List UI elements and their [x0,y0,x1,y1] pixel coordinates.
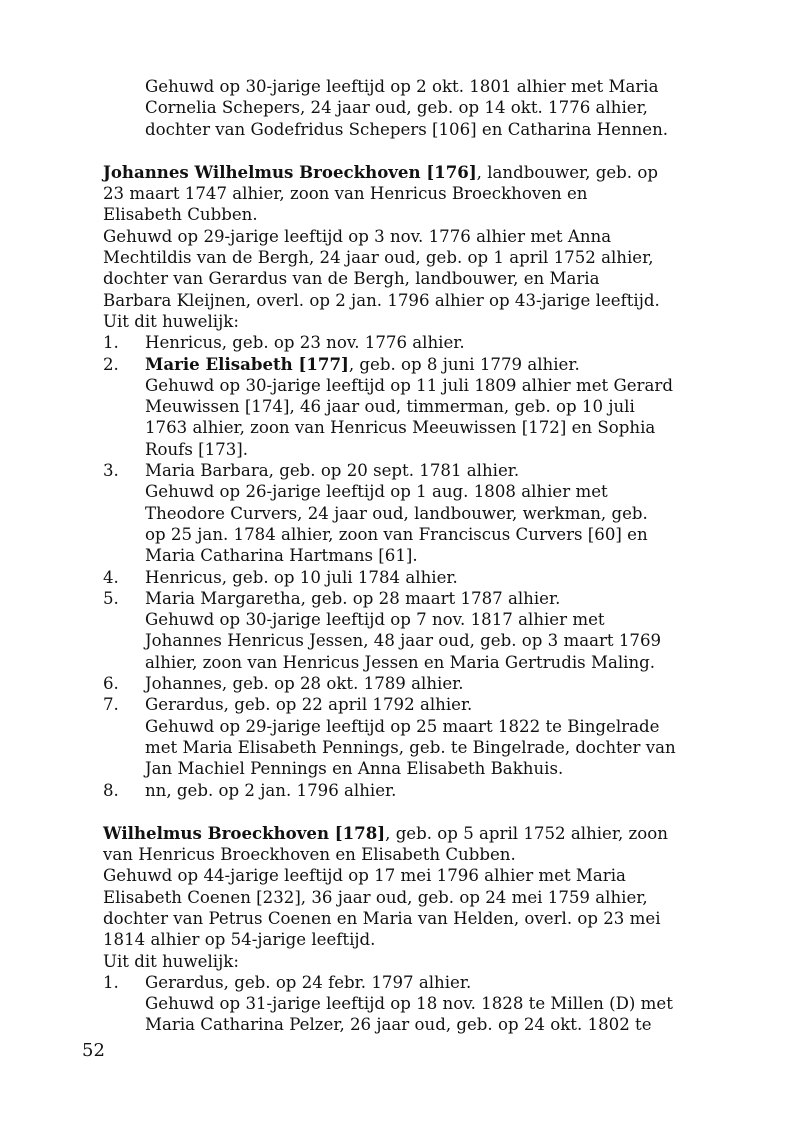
line-text: 23 maart 1747 alhier, zoon van Henricus Broeckhoven en [103,184,588,204]
text-line [103,76,703,97]
text-line [103,396,703,417]
list-number: 5. [103,588,119,608]
list-number: 2. [103,354,119,374]
line-text: Uit dit huwelijk: [103,311,239,331]
document-page [103,76,703,1036]
text-line [103,417,703,438]
person-name: Marie Elisabeth [177] [145,353,349,374]
text-line [103,758,703,779]
line-text: van Henricus Broeckhoven en Elisabeth Cubben. [103,845,516,865]
line-text: Roufs [173]. [145,439,248,459]
list-item [103,332,703,353]
line-text: Maria Catharina Hartmans [61]. [145,546,418,566]
list-number: 1. [103,333,119,353]
list-number: 7. [103,695,119,715]
line-text: Johannes Henricus Jessen, 48 jaar oud, geb. op 3 maart 1769 [145,631,662,651]
list-item [103,780,703,801]
text-line [103,1014,703,1035]
line-text: , geb. op 8 juni 1779 alhier. [348,354,580,374]
text-line [103,481,703,502]
list-item [103,567,703,588]
list-number: 1. [103,972,119,992]
line-text: met Maria Elisabeth Pennings, geb. te Bingelrade, dochter van [145,737,676,757]
line-text: Gehuwd op 26-jarige leeftijd op 1 aug. 1808 alhier met [145,482,608,502]
line-text: Gehuwd op 30-jarige leeftijd op 11 juli 1809 alhier met Gerard [145,375,673,395]
text-line [103,268,703,289]
page-number: 52 [82,1040,105,1061]
text-line [103,908,703,929]
line-text: Johannes, geb. op 28 okt. 1789 alhier. [145,674,464,694]
text-line [103,929,703,950]
text-line [103,503,703,524]
line-text: Gehuwd op 29-jarige leeftijd op 3 nov. 1776 alhier met Anna [103,226,612,246]
line-text: Gehuwd op 31-jarige leeftijd op 18 nov. 1828 te Millen (D) met [145,994,673,1014]
list-item [103,354,703,375]
line-text: Henricus, geb. op 10 juli 1784 alhier. [145,567,458,587]
line-text: alhier, zoon van Henricus Jessen en Maria Gertrudis Maling. [145,652,656,672]
line-text: Jan Machiel Pennings en Anna Elisabeth Bakhuis. [145,759,564,779]
paragraph-gap [103,801,703,823]
text-line [103,226,703,247]
line-text: Maria Margaretha, geb. op 28 maart 1787 alhier. [145,588,561,608]
text-line [103,162,703,183]
line-text: Meuwissen [174], 46 jaar oud, timmerman, geb. op 10 juli [145,397,635,417]
text-line [103,311,703,332]
list-number: 8. [103,780,119,800]
line-text: Mechtildis van de Bergh, 24 jaar oud, geb. op 1 april 1752 alhier, [103,248,654,268]
text-line [103,439,703,460]
text-line [103,609,703,630]
line-text: Elisabeth Coenen [232], 36 jaar oud, geb. op 24 mei 1759 alhier, [103,887,648,907]
list-item [103,588,703,609]
text-line [103,844,703,865]
line-text: , landbouwer, geb. op [476,162,658,182]
line-text: Gehuwd op 44-jarige leeftijd op 17 mei 1796 alhier met Maria [103,866,626,886]
line-text: Cornelia Schepers, 24 jaar oud, geb. op 14 okt. 1776 alhier, [145,98,648,118]
line-text: Gerardus, geb. op 22 april 1792 alhier. [145,695,473,715]
text-line [103,247,703,268]
text-line [103,545,703,566]
list-item [103,460,703,481]
line-text: , geb. op 5 april 1752 alhier, zoon [385,823,668,843]
line-text: Gehuwd op 30-jarige leeftijd op 2 okt. 1801 alhier met Maria [145,77,659,96]
text-line [103,290,703,311]
text-line [103,119,703,140]
line-text: Gerardus, geb. op 24 febr. 1797 alhier. [145,972,472,992]
person-name: Johannes Wilhelmus Broeckhoven [176] [103,161,477,182]
line-text: dochter van Petrus Coenen en Maria van Helden, overl. op 23 mei [103,908,661,928]
person-name: Wilhelmus Broeckhoven [178] [103,822,386,843]
line-text: nn, geb. op 2 jan. 1796 alhier. [145,780,397,800]
line-text: Uit dit huwelijk: [103,951,239,971]
line-text: dochter van Godefridus Schepers [106] en Catharina Hennen. [145,119,669,139]
line-text: 1763 alhier, zoon van Henricus Meeuwissen [172] en Sophia [145,418,656,438]
list-number: 6. [103,674,119,694]
line-text: Gehuwd op 30-jarige leeftijd op 7 nov. 1817 alhier met [145,610,605,630]
text-line [103,716,703,737]
list-number: 4. [103,567,119,587]
text-line [103,823,703,844]
line-text: Gehuwd op 29-jarige leeftijd op 25 maart 1822 te Bingelrade [145,716,660,736]
line-text: Elisabeth Cubben. [103,205,258,225]
text-line [103,652,703,673]
text-line [103,524,703,545]
list-item [103,972,703,993]
list-number: 3. [103,461,119,481]
line-text: Maria Catharina Pelzer, 26 jaar oud, geb. op 24 okt. 1802 te [145,1015,652,1035]
list-item [103,694,703,715]
paragraph-gap [103,140,703,162]
text-line [103,97,703,118]
line-text: 1814 alhier op 54-jarige leeftijd. [103,930,376,950]
text-line [103,993,703,1014]
line-text: Theodore Curvers, 24 jaar oud, landbouwer, werkman, geb. [145,503,648,523]
line-text: Maria Barbara, geb. op 20 sept. 1781 alhier. [145,461,520,481]
line-text: op 25 jan. 1784 alhier, zoon van Franciscus Curvers [60] en [145,524,648,544]
line-text: dochter van Gerardus van de Bergh, landbouwer, en Maria [103,269,600,289]
text-line [103,183,703,204]
list-item [103,673,703,694]
line-text: Henricus, geb. op 23 nov. 1776 alhier. [145,333,465,353]
text-line [103,887,703,908]
text-line [103,737,703,758]
text-line [103,375,703,396]
text-line [103,630,703,651]
text-line [103,951,703,972]
line-text: Barbara Kleijnen, overl. op 2 jan. 1796 alhier op 43-jarige leeftijd. [103,290,660,310]
text-line [103,865,703,886]
text-line [103,204,703,225]
